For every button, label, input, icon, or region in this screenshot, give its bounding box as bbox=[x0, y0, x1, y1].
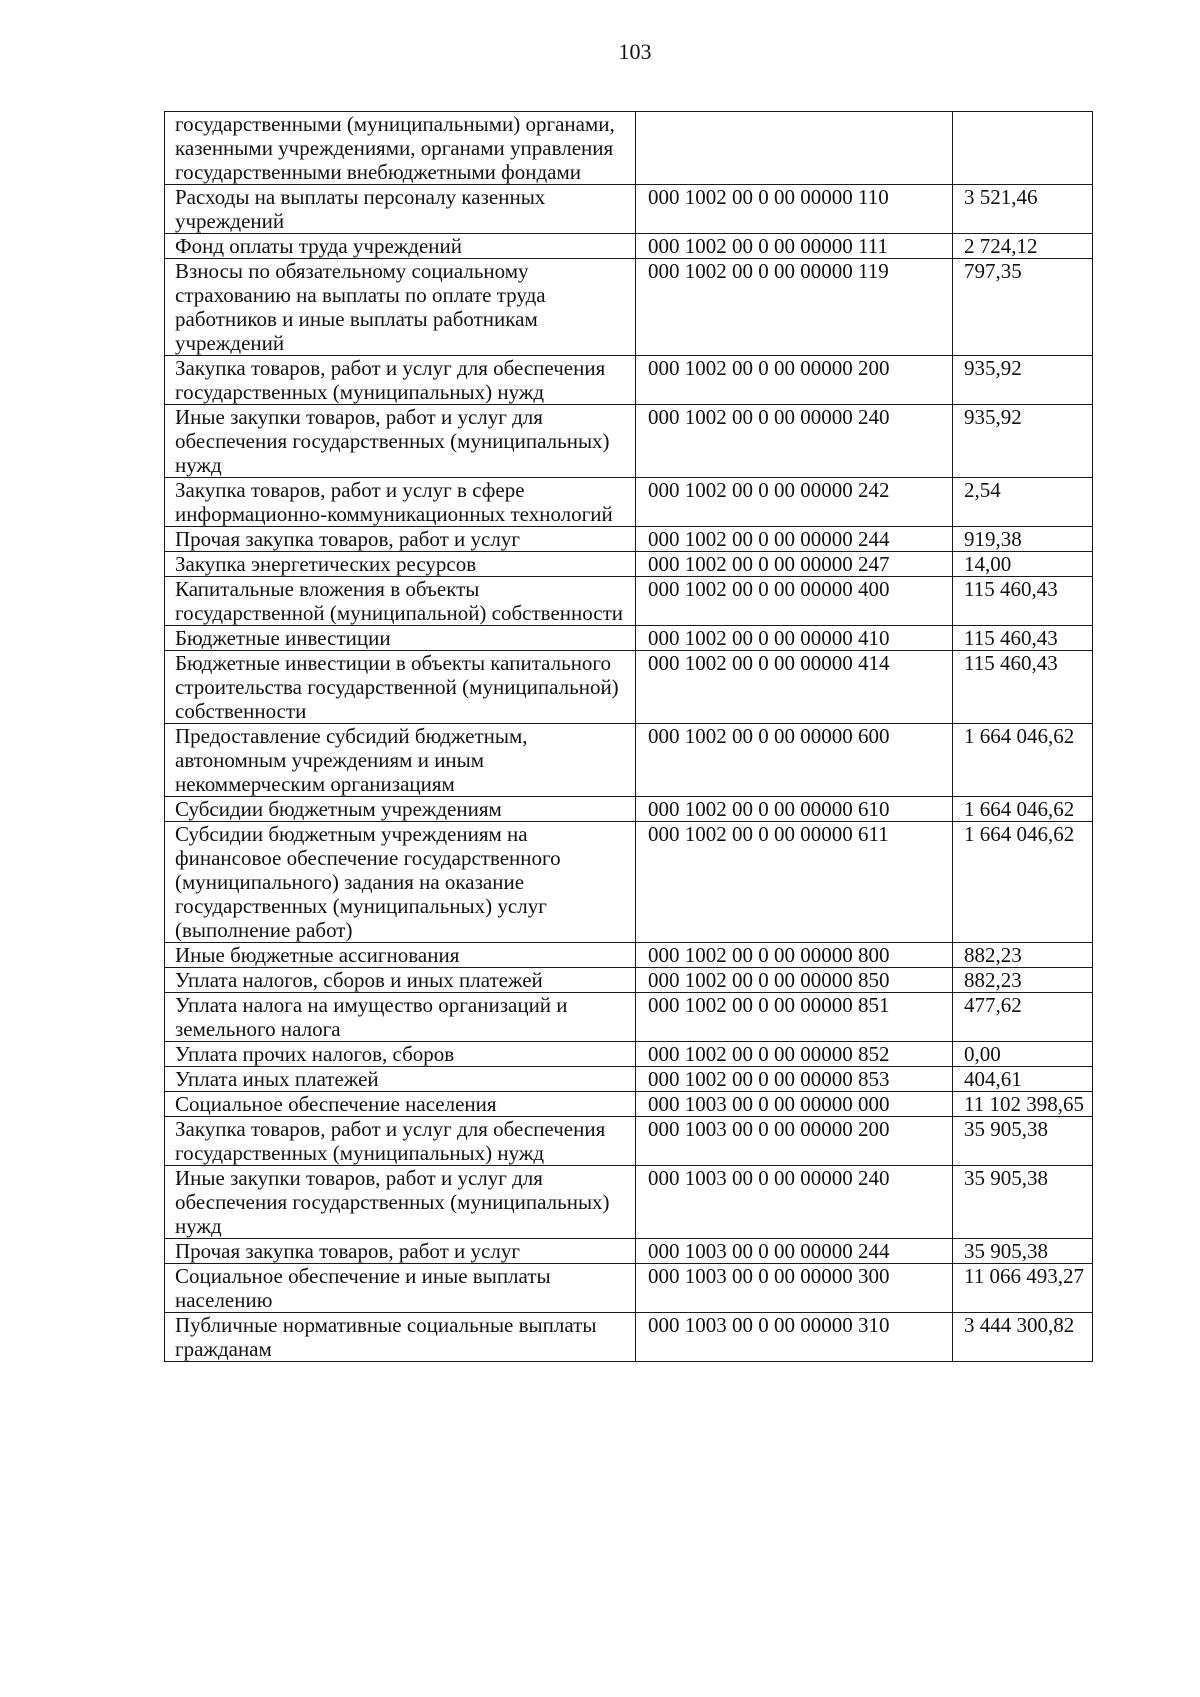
budget-code-cell: 000 1002 00 0 00 00000 111 bbox=[636, 234, 953, 259]
budget-code-cell: 000 1002 00 0 00 00000 610 bbox=[636, 797, 953, 822]
table-row bbox=[165, 822, 1093, 943]
table-row bbox=[165, 1042, 1093, 1067]
amount-cell: 35 905,38 bbox=[953, 1117, 1093, 1166]
budget-code-cell: 000 1002 00 0 00 00000 119 bbox=[636, 259, 953, 356]
budget-code-cell: 000 1002 00 0 00 00000 410 bbox=[636, 626, 953, 651]
table-row bbox=[165, 577, 1093, 626]
expense-name-cell: Социальное обеспечение и иные выплаты населению bbox=[165, 1264, 636, 1313]
budget-code-cell: 000 1003 00 0 00 00000 240 bbox=[636, 1166, 953, 1239]
table-row bbox=[165, 626, 1093, 651]
expense-name-cell: Иные закупки товаров, работ и услуг для обеспечения государственных (муниципальных) нужд bbox=[165, 1166, 636, 1239]
table-row bbox=[165, 1166, 1093, 1239]
expense-name-cell: Субсидии бюджетным учреждениям bbox=[165, 797, 636, 822]
budget-code-cell: 000 1002 00 0 00 00000 110 bbox=[636, 185, 953, 234]
amount-cell: 797,35 bbox=[953, 259, 1093, 356]
table-row bbox=[165, 234, 1093, 259]
budget-table bbox=[164, 111, 1093, 1362]
amount-cell: 2,54 bbox=[953, 478, 1093, 527]
expense-name-cell: Прочая закупка товаров, работ и услуг bbox=[165, 527, 636, 552]
expense-name-cell: Уплата налога на имущество организаций и земельного налога bbox=[165, 993, 636, 1042]
budget-code-cell: 000 1002 00 0 00 00000 240 bbox=[636, 405, 953, 478]
amount-cell: 0,00 bbox=[953, 1042, 1093, 1067]
budget-code-cell: 000 1003 00 0 00 00000 200 bbox=[636, 1117, 953, 1166]
amount-cell: 919,38 bbox=[953, 527, 1093, 552]
table-row bbox=[165, 1264, 1093, 1313]
table-row bbox=[165, 356, 1093, 405]
amount-cell: 115 460,43 bbox=[953, 577, 1093, 626]
budget-code-cell: 000 1002 00 0 00 00000 853 bbox=[636, 1067, 953, 1092]
table-row bbox=[165, 943, 1093, 968]
expense-name-cell: Иные закупки товаров, работ и услуг для обеспечения государственных (муниципальных) нужд bbox=[165, 405, 636, 478]
amount-cell bbox=[953, 112, 1093, 185]
amount-cell: 882,23 bbox=[953, 943, 1093, 968]
table-body bbox=[165, 112, 1093, 1362]
table-row bbox=[165, 1313, 1093, 1362]
amount-cell: 1 664 046,62 bbox=[953, 822, 1093, 943]
amount-cell: 935,92 bbox=[953, 356, 1093, 405]
table-row bbox=[165, 405, 1093, 478]
budget-code-cell: 000 1003 00 0 00 00000 300 bbox=[636, 1264, 953, 1313]
expense-name-cell: Капитальные вложения в объекты государственной (муниципальной) собственности bbox=[165, 577, 636, 626]
expense-name-cell: Уплата прочих налогов, сборов bbox=[165, 1042, 636, 1067]
amount-cell: 404,61 bbox=[953, 1067, 1093, 1092]
budget-code-cell: 000 1002 00 0 00 00000 200 bbox=[636, 356, 953, 405]
amount-cell: 477,62 bbox=[953, 993, 1093, 1042]
amount-cell: 3 444 300,82 bbox=[953, 1313, 1093, 1362]
budget-code-cell: 000 1002 00 0 00 00000 852 bbox=[636, 1042, 953, 1067]
amount-cell: 14,00 bbox=[953, 552, 1093, 577]
table-row bbox=[165, 478, 1093, 527]
table-row bbox=[165, 1067, 1093, 1092]
table-row bbox=[165, 185, 1093, 234]
amount-cell: 882,23 bbox=[953, 968, 1093, 993]
expense-name-cell: Бюджетные инвестиции bbox=[165, 626, 636, 651]
budget-code-cell: 000 1002 00 0 00 00000 247 bbox=[636, 552, 953, 577]
table-row bbox=[165, 527, 1093, 552]
expense-name-cell: Публичные нормативные социальные выплаты гражданам bbox=[165, 1313, 636, 1362]
expense-name-cell: Предоставление субсидий бюджетным, автономным учреждениям и иным некоммерческим организациям bbox=[165, 724, 636, 797]
budget-code-cell: 000 1002 00 0 00 00000 800 bbox=[636, 943, 953, 968]
budget-code-cell bbox=[636, 112, 953, 185]
table-row bbox=[165, 1117, 1093, 1166]
amount-cell: 115 460,43 bbox=[953, 651, 1093, 724]
expense-name-cell: Расходы на выплаты персоналу казенных учреждений bbox=[165, 185, 636, 234]
expense-name-cell: Фонд оплаты труда учреждений bbox=[165, 234, 636, 259]
table-row bbox=[165, 1092, 1093, 1117]
budget-code-cell: 000 1002 00 0 00 00000 850 bbox=[636, 968, 953, 993]
budget-code-cell: 000 1003 00 0 00 00000 310 bbox=[636, 1313, 953, 1362]
amount-cell: 115 460,43 bbox=[953, 626, 1093, 651]
expense-name-cell: Бюджетные инвестиции в объекты капитального строительства государственной (муниципальной) собственности bbox=[165, 651, 636, 724]
budget-code-cell: 000 1002 00 0 00 00000 611 bbox=[636, 822, 953, 943]
expense-name-cell: государственными (муниципальными) органами, казенными учреждениями, органами управления государственными внебюджетными фондами bbox=[165, 112, 636, 185]
amount-cell: 11 066 493,27 bbox=[953, 1264, 1093, 1313]
expense-name-cell: Иные бюджетные ассигнования bbox=[165, 943, 636, 968]
amount-cell: 11 102 398,65 bbox=[953, 1092, 1093, 1117]
table-row bbox=[165, 797, 1093, 822]
table-row bbox=[165, 993, 1093, 1042]
table-row bbox=[165, 552, 1093, 577]
amount-cell: 935,92 bbox=[953, 405, 1093, 478]
amount-cell: 1 664 046,62 bbox=[953, 724, 1093, 797]
expense-name-cell: Уплата иных платежей bbox=[165, 1067, 636, 1092]
table-row bbox=[165, 968, 1093, 993]
amount-cell: 3 521,46 bbox=[953, 185, 1093, 234]
budget-code-cell: 000 1003 00 0 00 00000 244 bbox=[636, 1239, 953, 1264]
budget-code-cell: 000 1002 00 0 00 00000 851 bbox=[636, 993, 953, 1042]
table-row bbox=[165, 724, 1093, 797]
expense-name-cell: Прочая закупка товаров, работ и услуг bbox=[165, 1239, 636, 1264]
table-row bbox=[165, 259, 1093, 356]
expense-name-cell: Уплата налогов, сборов и иных платежей bbox=[165, 968, 636, 993]
amount-cell: 2 724,12 bbox=[953, 234, 1093, 259]
budget-code-cell: 000 1003 00 0 00 00000 000 bbox=[636, 1092, 953, 1117]
table-row bbox=[165, 1239, 1093, 1264]
amount-cell: 1 664 046,62 bbox=[953, 797, 1093, 822]
table-row bbox=[165, 651, 1093, 724]
expense-name-cell: Взносы по обязательному социальному страхованию на выплаты по оплате труда работников и иные выплаты работникам учреждений bbox=[165, 259, 636, 356]
page-number: 103 bbox=[618, 39, 652, 64]
budget-code-cell: 000 1002 00 0 00 00000 244 bbox=[636, 527, 953, 552]
expense-name-cell: Социальное обеспечение населения bbox=[165, 1092, 636, 1117]
budget-code-cell: 000 1002 00 0 00 00000 400 bbox=[636, 577, 953, 626]
amount-cell: 35 905,38 bbox=[953, 1239, 1093, 1264]
budget-code-cell: 000 1002 00 0 00 00000 414 bbox=[636, 651, 953, 724]
expense-name-cell: Закупка товаров, работ и услуг для обеспечения государственных (муниципальных) нужд bbox=[165, 356, 636, 405]
budget-code-cell: 000 1002 00 0 00 00000 600 bbox=[636, 724, 953, 797]
expense-name-cell: Закупка товаров, работ и услуг в сфере информационно-коммуникационных технологий bbox=[165, 478, 636, 527]
expense-name-cell: Закупка товаров, работ и услуг для обеспечения государственных (муниципальных) нужд bbox=[165, 1117, 636, 1166]
table-row bbox=[165, 112, 1093, 185]
amount-cell: 35 905,38 bbox=[953, 1166, 1093, 1239]
expense-name-cell: Субсидии бюджетным учреждениям на финансовое обеспечение государственного (муниципального) задания на оказание государственных (муниципальных) услуг (выполнение работ) bbox=[165, 822, 636, 943]
expense-name-cell: Закупка энергетических ресурсов bbox=[165, 552, 636, 577]
budget-code-cell: 000 1002 00 0 00 00000 242 bbox=[636, 478, 953, 527]
